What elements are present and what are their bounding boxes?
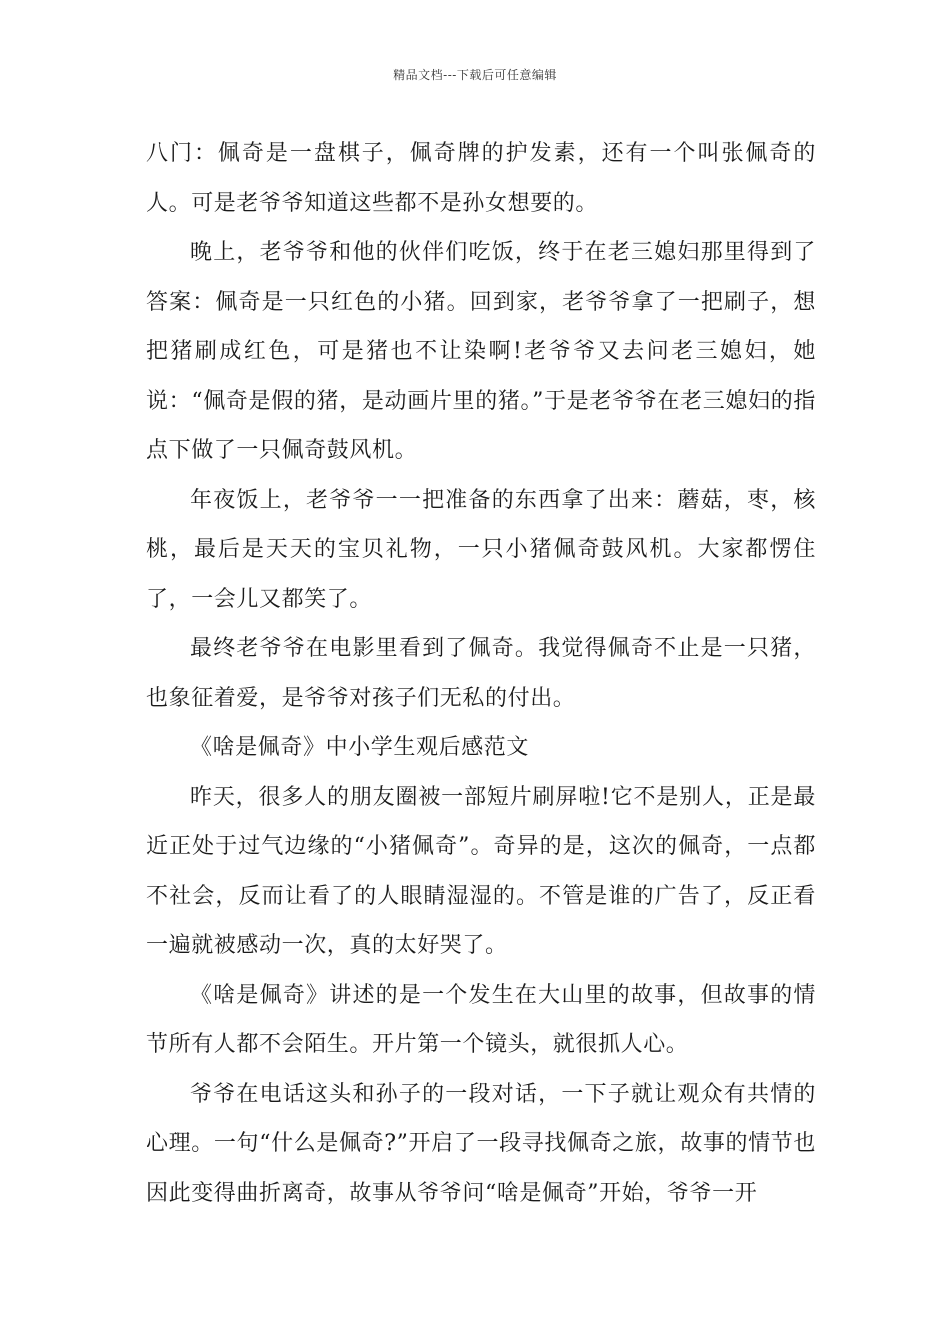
section-title: 《啥是佩奇》中小学生观后感范文 [190,735,530,760]
document-body [146,129,816,1218]
paragraph: 年夜饭上，老爷爷一一把准备的东西拿了出来：蘑菇，枣，核桃，最后是天天的宝贝礼物，一只小猪佩奇鼓风机。大家都愣住了，一会儿又都笑了。 [146,487,816,612]
paragraph: 八门：佩奇是一盘棋子，佩奇牌的护发素，还有一个叫张佩奇的人。可是老爷爷知道这些都不是孙女想要的。 [146,141,816,216]
page-header: 精品文档---下载后可任意编辑 [393,68,557,82]
paragraph: 昨天，很多人的朋友圈被一部短片刷屏啦!它不是别人，正是最近正处于过气边缘的“小猪佩奇”。奇异的是，这次的佩奇，一点都不社会，反而让看了的人眼睛湿湿的。不管是谁的广告了，反正看一遍就被感动一次，真的太好哭了。 [146,784,816,958]
paragraph: 最终老爷爷在电影里看到了佩奇。我觉得佩奇不止是一只猪，也象征着爱，是爷爷对孩子们无私的付出。 [146,636,816,711]
paragraph: 《啥是佩奇》讲述的是一个发生在大山里的故事，但故事的情节所有人都不会陌生。开片第一个镜头，就很抓人心。 [146,982,816,1057]
paragraph: 晚上，老爷爷和他的伙伴们吃饭，终于在老三媳妇那里得到了答案：佩奇是一只红色的小猪。回到家，老爷爷拿了一把刷子，想把猪刷成红色，可是猪也不让染啊!老爷爷又去问老三媳妇，她说：“佩奇是假的猪，是动画片里的猪。”于是老爷爷在老三媳妇的指点下做了一只佩奇鼓风机。 [146,240,816,463]
paragraph: 爷爷在电话这头和孙子的一段对话，一下子就让观众有共情的心理。一句“什么是佩奇?”开启了一段寻找佩奇之旅，故事的情节也因此变得曲折离奇，故事从爷爷问“啥是佩奇”开始，爷爷一开 [146,1081,816,1206]
